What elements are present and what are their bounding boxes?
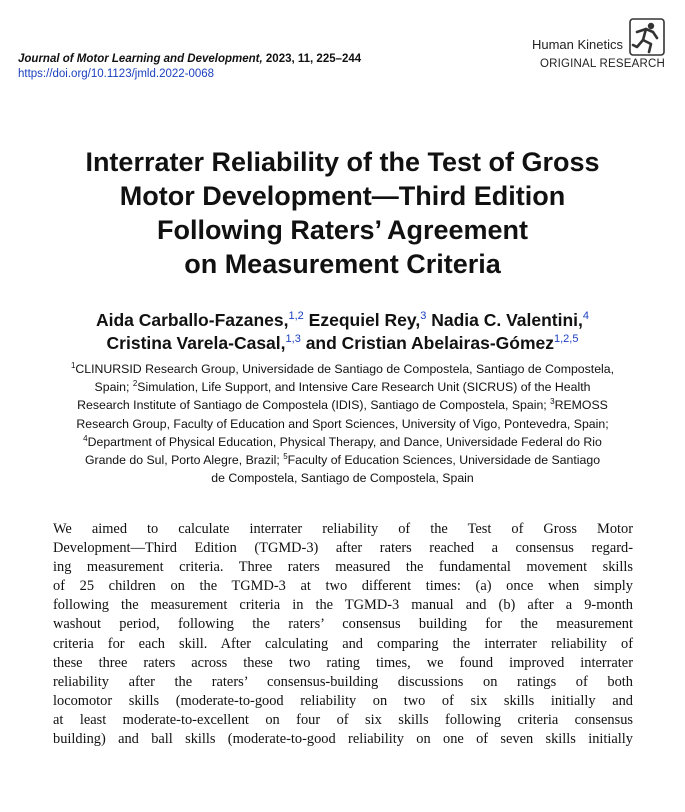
affiliation-text: Department of Physical Education, Physical Therapy, and Dance, Universidade Federal do Rio [87,434,602,449]
article-title [30,145,655,281]
abstract [53,520,633,749]
affiliation-number: 3 [550,397,555,407]
affiliation-text: Faculty of Education Sciences, Universidade de Santiago [287,453,601,468]
journal-header [18,52,361,82]
doi-link[interactable]: https://doi.org/10.1123/jmld.2022-0068 [18,68,215,80]
journal-citation [18,52,361,67]
abstract-line: washout period, following the raters’ consensus building for the measurement [53,616,633,633]
author-affil-ref[interactable]: 1,3 [285,333,301,346]
author-list [20,309,665,355]
affiliation-line [14,378,671,396]
journal-name: Journal of Motor Learning and Development, [18,53,263,65]
author-affil-ref[interactable]: 1,2 [288,310,304,323]
affiliation-line [14,415,671,433]
affiliation-text: Simulation, Life Support, and Intensive Care Research Unit (SICRUS) of the Health [137,380,591,395]
journal-volume-pages: 2023, 11, 225–244 [262,53,362,65]
author-name: Cristina Varela-Casal, [106,333,286,353]
author-name: Ezequiel Rey, [308,310,421,330]
affiliation-line [14,433,671,451]
affiliation-number: 2 [132,379,138,389]
publisher-name: Human Kinetics [531,37,623,52]
publisher-brand [532,18,665,70]
author-name: Aida Carballo-Fazanes, [95,310,289,330]
abstract-line: these three raters across these two rating times, we found improved interrater [53,654,633,671]
human-kinetics-logo-icon [629,18,665,56]
affiliation-text: de Compostela, Santiago de Compostela, Spain [211,471,474,486]
author-affil-ref[interactable]: 3 [420,310,427,323]
author-affil-ref[interactable]: 4 [582,310,590,323]
title-line: Following Raters’ Agreement [156,215,529,245]
author-affil-ref[interactable]: 1,2,5 [554,333,579,346]
affiliation-text: Spain; [94,380,133,395]
author-name: and Cristian Abelairas-Gómez [305,333,554,353]
affiliation-line [14,360,671,378]
affiliation-text: Research Institute of Santiago de Compostela (IDIS), Santiago de Compostela, Spain; [77,398,551,413]
affiliation-text: REMOSS [554,398,608,413]
abstract-line: Development—Third Edition (TGMD-3) after raters reached a consensus regard- [53,540,633,557]
affiliation-number: 4 [83,433,88,443]
affiliations [14,360,671,487]
title-line: Motor Development—Third Edition [119,181,566,211]
abstract-line: We aimed to calculate interrater reliability of the Test of Gross Motor [53,521,633,537]
affiliation-text: Grande do Sul, Porto Alegre, Brazil; [84,453,284,468]
affiliation-number: 1 [70,360,76,370]
affiliation-number: 5 [283,451,288,461]
abstract-line: locomotor skills (moderate-to-good reliability on two of six skills initially and [53,692,633,709]
abstract-line: at least moderate-to-excellent on four of six skills following criteria consensus [53,711,633,728]
abstract-line: following the measurement criteria in the TGMD-3 manual and (b) after a 9-month [53,597,633,614]
affiliation-text: Research Group, Faculty of Education and Sport Sciences, University of Vigo, Pontevedra, Spain; [76,416,609,431]
abstract-line: building) and ball skills (moderate-to-good reliability on one of seven skills initially [53,731,633,748]
title-line: Interrater Reliability of the Test of Gross [85,147,600,177]
abstract-line: of 25 children on the TGMD-3 at two different times: (a) once when simply [53,578,633,595]
article-type-label: ORIGINAL RESEARCH [539,58,665,70]
affiliation-line [14,396,671,414]
affiliation-line [14,469,671,487]
affiliation-line [14,451,671,469]
abstract-line: ing measurement criteria. Three raters measured the fundamental movement skills [53,559,633,576]
abstract-line: reliability after the raters’ consensus-building discussions on ratings of both [53,673,633,690]
abstract-line: criteria for each skill. After calculating and comparing the interrater reliability of [53,635,633,652]
title-line: on Measurement Criteria [184,249,501,279]
affiliation-text: CLINURSID Research Group, Universidade de Santiago de Compostela, Santiago de Compostela, [75,362,615,376]
author-name: Nadia C. Valentini, [431,310,583,330]
